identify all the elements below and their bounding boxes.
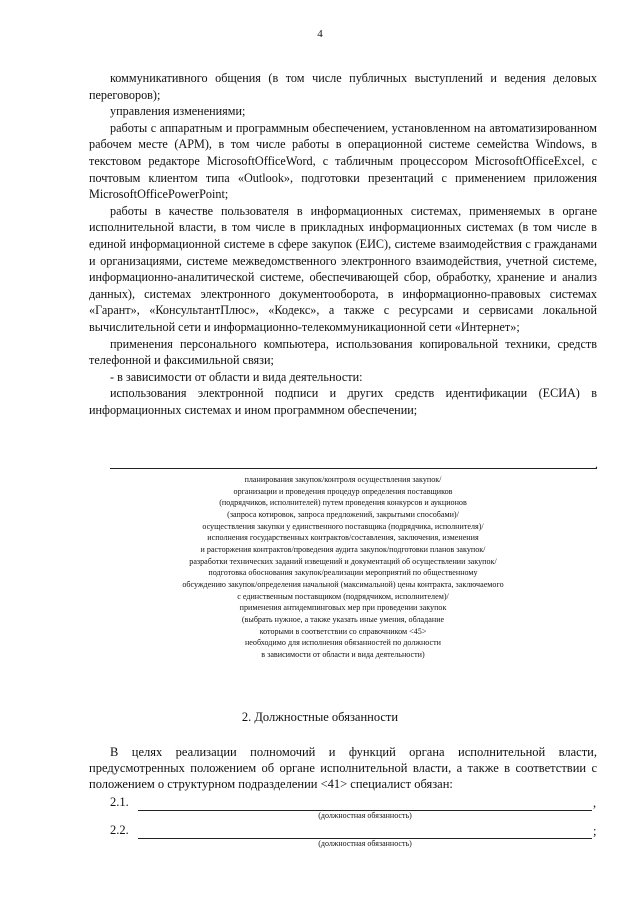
hint-line: разработки технических заданий извещений и документаций об осуществлении закупок/: [189, 556, 497, 566]
hint-line: исполнения государственных контрактов/составления, заключения, изменения: [207, 533, 479, 543]
paragraph: работы в качестве пользователя в информационных системах, применяемых в органе исполнительной власти, в том числе в прикладных информационных системах (в том числе в единой информационной системе в сфере закупок (ЕИС), системе взаимодействия с гражданами и организациями, системе межведомственного электронного взаимодействия, учетной системе, информационно-аналитической системе, обеспечивающей сбор, обработку, хранение и анализ данных), системах электронного документооборота, в информационно-правовых системах «Гарант», «КонсультантПлюс», «Кодекс», а также с ресурсами и сервисами локальной вычислительной сети и информационно-телекоммуникационной сети «Интернет»;: [89, 203, 597, 334]
duty-number: 2.2.: [110, 823, 129, 837]
paragraph: работы с аппаратным и программным обеспечением, установленном на автоматизированном рабочем месте (АРМ), в том числе работы в операционной системе семейства Windows, в текстовом редакторе MicrosoftOfficeWord, с табличным процессором MicrosoftOfficeExcel, с почтовым клиентом типа «Outlook», подготовки презентаций с применением приложения MicrosoftOfficePowerPoint;: [89, 120, 597, 202]
duty-end-mark: ;: [593, 824, 597, 838]
hint-line: и расторжения контрактов/проведения аудита закупок/подготовки планов закупок/: [200, 544, 486, 554]
hint-line: (запроса котировок, запроса предложений, закрытыми способами)/: [227, 509, 459, 519]
duty-caption: (должностная обязанность): [318, 839, 412, 848]
paragraph: управления изменениями;: [110, 104, 246, 119]
fill-in-line: [110, 468, 597, 469]
hint-line: в зависимости от области и вида деятельности): [261, 649, 425, 659]
hint-line: которыми в соответствии со справочником <45>: [259, 626, 427, 636]
hint-line: организации и проведения процедур определения поставщиков: [233, 486, 453, 496]
intro-paragraph: В целях реализации полномочий и функций органа исполнительной власти, предусмотренных положением об органе исполнительной власти, а также в соответствии с положением о структурном подразделении <41> специалист обязан:: [89, 745, 597, 792]
hint-line: применения антидемпинговых мер при проведении закупок: [239, 603, 447, 613]
hint-line: необходимо для исполнения обязанностей по должности: [244, 638, 442, 648]
duty-end-mark: ,: [593, 796, 597, 810]
paragraph: - в зависимости от области и вида деятельности:: [110, 369, 363, 384]
skills-text: [89, 70, 597, 418]
line-end-mark: .: [595, 457, 598, 471]
paragraph: использования электронной подписи и других средств идентификации (ЕСИА) в информационных системах и ином программном обеспечении;: [89, 386, 597, 417]
hint-line: (подрядчиков, исполнителей) путем проведения конкурсов и аукционов: [219, 498, 467, 508]
page-number: 4: [317, 28, 323, 40]
hint-line: осуществления закупки у единственного поставщика (подрядчика, исполнителя)/: [202, 521, 484, 531]
hint-line: (выбрать нужное, а также указать иные умения, обладание: [241, 614, 445, 624]
hint-line: обсуждению закупок/определения начальной (максимальной) цены контракта, заключаемого: [182, 579, 504, 589]
hint-line: подготовка обоснования закупок/реализации мероприятий по общественному: [208, 568, 478, 578]
section-title: 2. Должностные обязанности: [241, 710, 399, 724]
hint-line: с единственным поставщиком (подрядчиком, исполнителем)/: [237, 591, 449, 601]
duty-caption: (должностная обязанность): [318, 811, 412, 820]
hint-caption: [89, 474, 597, 661]
paragraph: применения персонального компьютера, использования копировальной техники, средств телефонной и факсимильной связи;: [89, 336, 597, 368]
paragraph: коммуникативного общения (в том числе публичных выступлений и ведения деловых переговоров);: [89, 71, 597, 102]
duty-number: 2.1.: [110, 795, 129, 809]
duties-intro: [89, 744, 597, 793]
hint-line: планирования закупок/контроля осуществления закупок/: [244, 475, 442, 484]
